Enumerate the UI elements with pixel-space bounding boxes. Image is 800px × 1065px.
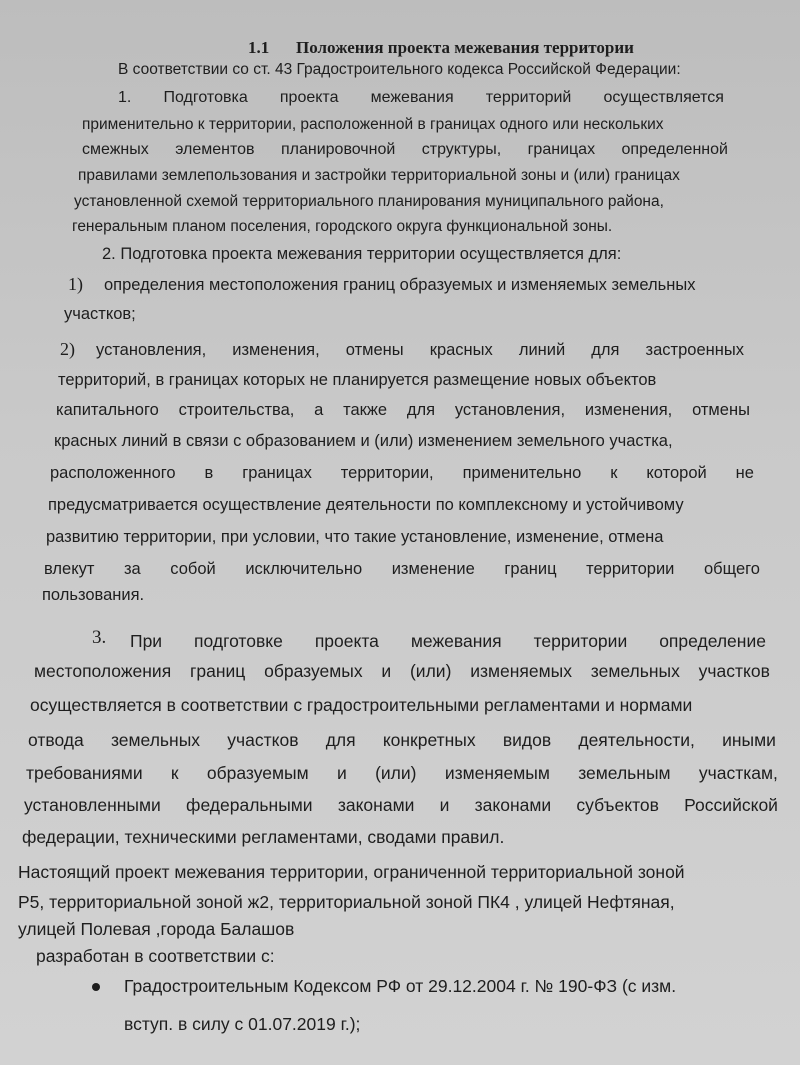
p3-word: установленными	[24, 795, 161, 815]
p1-word: структуры,	[421, 141, 502, 158]
p1-word: определенной	[621, 141, 728, 158]
p2-intro: 2. Подготовка проекта межевания территории осуществляется для:	[102, 245, 622, 263]
p2-item2-line-7: развитию территории, при условии, что такие установление, изменение, отмена	[46, 528, 664, 546]
p3-word: для	[325, 730, 356, 750]
p2-item2-line-1	[96, 340, 744, 360]
p2-word: в	[204, 464, 214, 482]
p2-item2-number: 2)	[60, 339, 75, 359]
p3-word: местоположения	[34, 661, 172, 681]
bullet-dot-icon	[92, 983, 100, 991]
p4-bullet-line-1: Градостроительным Кодексом РФ от 29.12.2004 г. № 190-ФЗ (с изм.	[124, 976, 677, 996]
p2-word: границах	[242, 464, 312, 482]
p2-word: территории	[586, 560, 675, 578]
p3-word: земельным	[578, 763, 671, 783]
p3-line-5	[26, 762, 778, 784]
p1-line-4: правилами землепользования и застройки территориальной зоны и (или) границах	[78, 167, 680, 184]
p3-word: отвода	[28, 730, 84, 750]
section-number: 1.1	[248, 38, 270, 57]
p1-line-2: применительно к территории, расположенной в границах одного или нескольких	[82, 116, 664, 133]
p1-word: территорий	[485, 89, 572, 106]
p2-word: отмены	[345, 341, 404, 359]
p4-line-4: разработан в соответствии с:	[36, 946, 275, 966]
p3-number: 3.	[92, 627, 107, 648]
p3-word: земельных	[110, 730, 201, 750]
p2-word: для	[591, 341, 620, 359]
p3-word: видов	[502, 730, 552, 750]
p2-item1-number: 1)	[68, 274, 83, 294]
p2-item2-line-2: территорий, в границах которых не планируется размещение новых объектов	[58, 371, 657, 389]
p3-word: проекта	[314, 631, 379, 651]
p2-word: территории,	[340, 464, 434, 482]
p2-word: красных	[429, 341, 493, 359]
p4-line-2: Р5, территориальной зоной ж2, территориальной зоной ПК4 , улицей Нефтяная,	[18, 892, 675, 912]
p3-word: участков	[698, 661, 770, 681]
p2-word: отмены	[692, 401, 750, 419]
p3-word: границ	[190, 661, 246, 681]
p3-line-1	[130, 630, 766, 652]
p3-word: и	[336, 763, 347, 783]
p2-item2-line-4: красных линий в связи с образованием и (или) изменением земельного участка,	[54, 432, 673, 450]
p3-word: законами	[474, 795, 552, 815]
p3-word: и	[439, 795, 450, 815]
p1-word: элементов	[175, 141, 255, 158]
p3-word: субъектов	[576, 795, 659, 815]
p1-word: смежных	[82, 141, 149, 158]
p4-line-1: Настоящий проект межевания территории, ограниченной территориальной зоной	[18, 862, 685, 882]
p3-word: (или)	[409, 661, 452, 681]
p3-line-4	[28, 729, 776, 751]
p2-word: для	[406, 401, 436, 419]
p2-word: влекут	[44, 560, 95, 578]
p3-word: к	[170, 763, 179, 783]
p2-word: общего	[703, 560, 760, 578]
p2-word: к	[610, 464, 618, 482]
p1-word: границах	[527, 141, 596, 158]
p2-item1-line-2: участков;	[64, 305, 136, 323]
p3-word: образуемым	[206, 763, 309, 783]
p1-word: планировочной	[280, 141, 396, 158]
p3-line-6	[24, 794, 778, 816]
p2-word: границ	[504, 560, 557, 578]
p3-word: иными	[722, 730, 776, 750]
p3-word: требованиями	[26, 763, 143, 783]
p1-line-1	[118, 88, 724, 108]
p2-item1-line-1: определения местоположения границ образуемых и изменяемых земельных	[104, 276, 696, 294]
p3-word: изменяемым	[444, 763, 550, 783]
p2-word: а	[314, 401, 324, 419]
p3-word: деятельности,	[578, 730, 695, 750]
p1-word: межевания	[370, 89, 454, 106]
p2-word: собой	[170, 560, 216, 578]
p2-word: изменения,	[232, 341, 320, 359]
p2-word: за	[123, 560, 141, 578]
p2-word: установления,	[454, 401, 566, 419]
p2-item2-line-6: предусматривается осуществление деятельности по комплексному и устойчивому	[48, 496, 684, 514]
p2-word: строительства,	[178, 401, 295, 419]
section-intro: В соответствии со ст. 43 Градостроительного кодекса Российской Федерации:	[118, 61, 681, 78]
p1-word: проекта	[279, 89, 339, 106]
p1-line-6: генеральным планом поселения, городского округа функциональной зоны.	[72, 218, 613, 235]
p3-word: федеральными	[186, 795, 313, 815]
p3-line-2	[34, 660, 770, 682]
p3-word: межевания	[410, 631, 502, 651]
p1-word: осуществляется	[603, 89, 724, 106]
p3-line-3: осуществляется в соответствии с градостроительными регламентами и нормами	[30, 695, 693, 715]
p2-word: изменения,	[584, 401, 673, 419]
p3-word: При	[130, 631, 163, 651]
section-title: Положения проекта межевания территории	[296, 38, 634, 57]
p2-word: линий	[518, 341, 566, 359]
p3-word: участкам,	[698, 763, 778, 783]
p2-item2-line-8	[44, 559, 760, 579]
p1-line-3	[82, 140, 728, 160]
p2-word: расположенного	[50, 464, 176, 482]
p3-word: (или)	[375, 763, 417, 783]
p2-word: также	[343, 401, 388, 419]
p2-word: установления,	[96, 341, 207, 359]
p3-word: и	[381, 661, 392, 681]
p3-word: определение	[659, 631, 766, 651]
p3-word: земельных	[590, 661, 680, 681]
p2-item2-line-5	[50, 463, 754, 483]
p1-line-5: установленной схемой территориального планирования муниципального района,	[74, 193, 664, 210]
p3-line-7: федерации, техническими регламентами, сводами правил.	[22, 827, 505, 847]
p4-line-3: улицей Полевая ,города Балашов	[18, 919, 295, 939]
p2-word: застроенных	[645, 341, 744, 359]
p3-word: законами	[337, 795, 415, 815]
p2-item2-line-3	[56, 400, 750, 420]
p4-bullet-line-2: вступ. в силу с 01.07.2019 г.);	[124, 1014, 361, 1034]
p1-word: 1.	[118, 89, 132, 106]
p1-word: Подготовка	[163, 89, 248, 106]
p2-item2-line-9: пользования.	[42, 586, 145, 604]
p3-word: подготовке	[194, 631, 283, 651]
p2-word: изменение	[391, 560, 475, 578]
p3-word: территории	[533, 631, 628, 651]
p2-word: которой	[646, 464, 707, 482]
p2-word: применительно	[462, 464, 582, 482]
p3-word: Российской	[684, 795, 778, 815]
p3-word: изменяемых	[470, 661, 572, 681]
p3-word: участков	[227, 730, 299, 750]
p3-word: образуемых	[264, 661, 363, 681]
p2-word: исключительно	[245, 560, 363, 578]
p2-word: капитального	[56, 401, 159, 419]
p2-word: не	[735, 464, 754, 482]
p3-word: конкретных	[382, 730, 476, 750]
